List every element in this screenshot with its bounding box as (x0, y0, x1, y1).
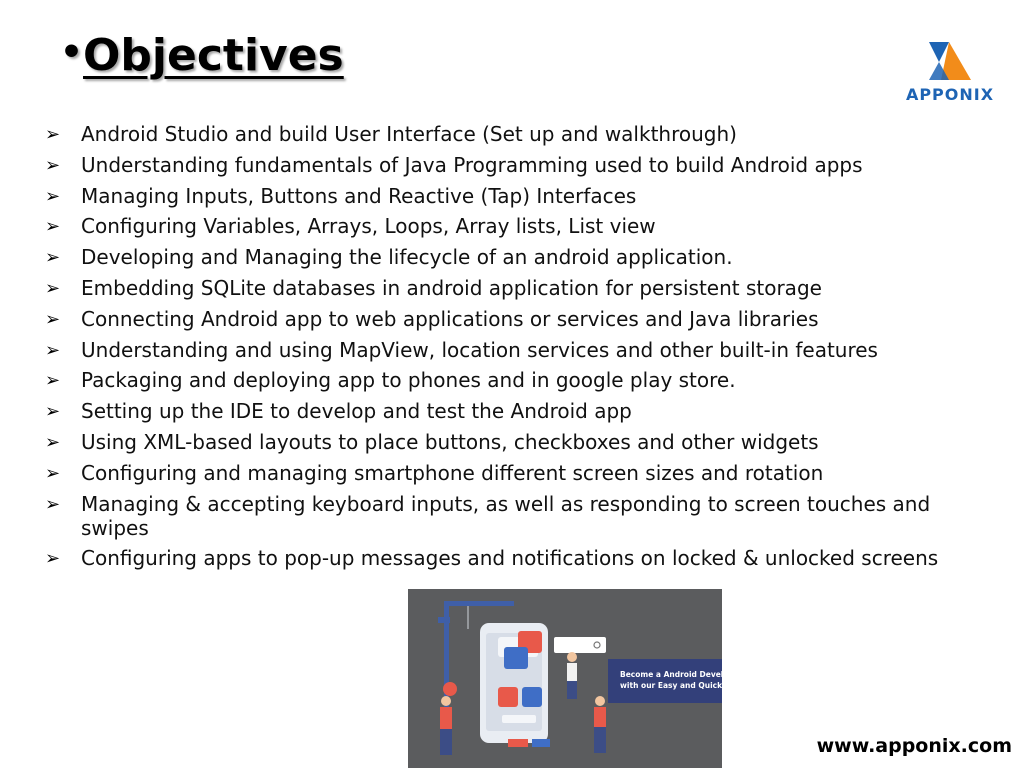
website-link[interactable]: www.apponix.com (816, 735, 1012, 757)
list-item (45, 492, 975, 540)
list-item (45, 122, 975, 146)
title-bullet: • (60, 32, 84, 73)
arrow-bullet-icon: ➢ (45, 370, 61, 392)
list-item-text: Configuring and managing smartphone different screen sizes and rotation (81, 460, 824, 485)
list-item (45, 184, 975, 208)
arrow-bullet-icon: ➢ (45, 401, 61, 423)
arrow-bullet-icon: ➢ (45, 277, 61, 299)
hero-caption-line-1: Become a Android Devel (620, 670, 722, 679)
list-item (45, 276, 975, 300)
arrow-bullet-icon: ➢ (45, 216, 61, 238)
arrow-bullet-icon: ➢ (45, 308, 61, 330)
list-item (45, 546, 975, 570)
list-item-text: Connecting Android app to web applications or services and Java libraries (81, 306, 819, 331)
list-item-text: Configuring apps to pop-up messages and notifications on locked & unlocked screens (81, 546, 939, 571)
apponix-logo (895, 40, 1005, 105)
arrow-bullet-icon: ➢ (45, 124, 61, 145)
title-text: Objectives (83, 30, 344, 81)
list-item-text: Using XML-based layouts to place buttons, checkboxes and other widgets (81, 429, 819, 454)
list-item-text: Understanding and using MapView, location services and other built-in features (81, 337, 878, 362)
arrow-bullet-icon: ➢ (45, 185, 61, 207)
list-item (45, 399, 975, 423)
arrow-bullet-icon: ➢ (45, 339, 61, 361)
arrow-bullet-icon: ➢ (45, 247, 61, 269)
arrow-bullet-icon: ➢ (45, 431, 61, 453)
slide-title (60, 30, 344, 81)
list-item-text: Packaging and deploying app to phones and in google play store. (81, 368, 736, 393)
list-item-text: Developing and Managing the lifecycle of an android application. (81, 245, 733, 270)
arrow-bullet-icon: ➢ (45, 462, 61, 484)
list-item-text: Understanding fundamentals of Java Programming used to build Android apps (81, 152, 863, 177)
list-item (45, 461, 975, 485)
hero-caption-line-2: with our Easy and Quick (620, 681, 722, 690)
list-item (45, 338, 975, 362)
arrow-bullet-icon: ➢ (45, 154, 61, 176)
list-item-text: Configuring Variables, Arrays, Loops, Array lists, List view (81, 214, 656, 239)
logo-wordmark: APPONIX (905, 85, 995, 104)
list-item-text: Managing Inputs, Buttons and Reactive (Tap) Interfaces (81, 183, 637, 208)
logo-mark-icon (895, 40, 1005, 86)
list-item (45, 153, 975, 177)
android-development-illustration (408, 589, 722, 768)
list-item (45, 368, 975, 392)
list-item (45, 245, 975, 269)
arrow-bullet-icon: ➢ (45, 493, 61, 515)
list-item-text: Managing & accepting keyboard inputs, as well as responding to screen touches and swipes (81, 491, 931, 540)
list-item-text: Embedding SQLite databases in android application for persistent storage (81, 275, 822, 300)
list-item (45, 430, 975, 454)
objectives-list (45, 122, 975, 577)
list-item (45, 214, 975, 238)
list-item-text: Setting up the IDE to develop and test the Android app (81, 399, 632, 424)
list-item (45, 307, 975, 331)
list-item-text: Android Studio and build User Interface (Set up and walkthrough) (81, 122, 737, 146)
arrow-bullet-icon: ➢ (45, 548, 61, 570)
